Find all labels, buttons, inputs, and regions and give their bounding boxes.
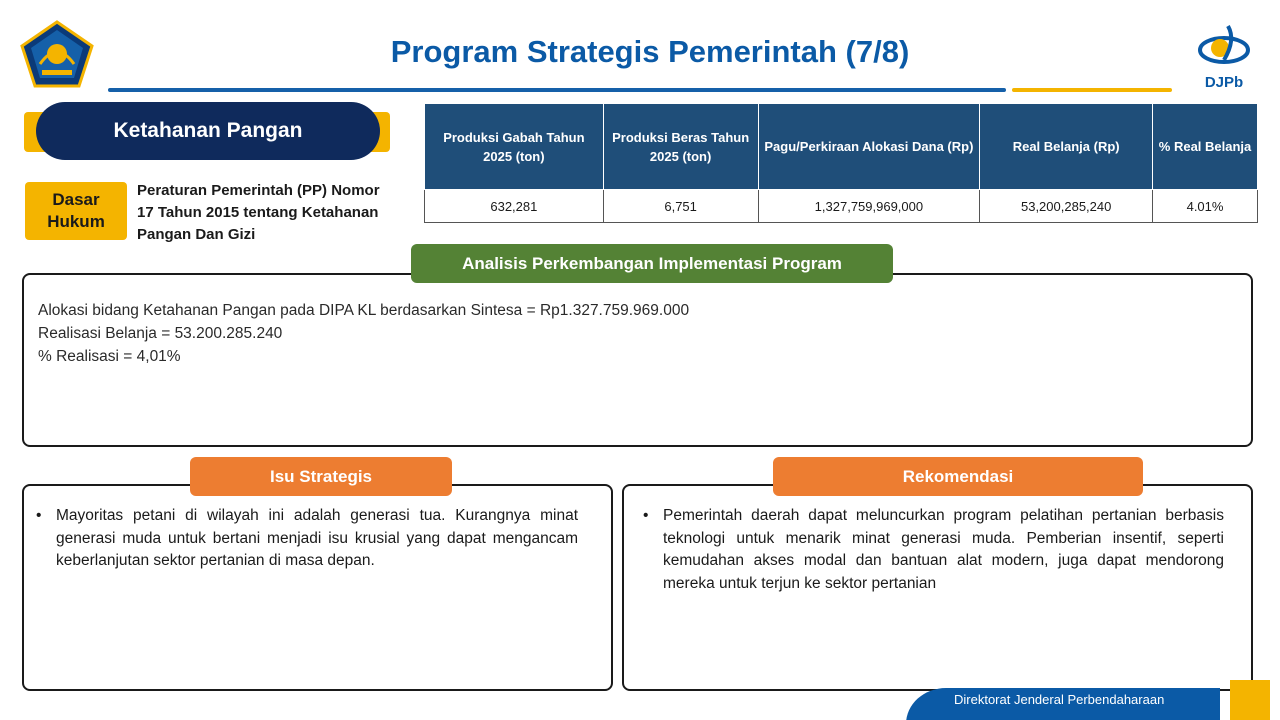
- table-cell: 1,327,759,969,000: [758, 190, 980, 223]
- footer-text: Direktorat Jenderal Perbendaharaan: [954, 692, 1165, 707]
- table-header-cell: Produksi Beras Tahun 2025 (ton): [603, 104, 758, 190]
- table-header-cell: % Real Belanja: [1153, 104, 1258, 190]
- isu-strategis-text: Mayoritas petani di wilayah ini adalah generasi tua. Kurangnya minat generasi muda untuk bertani menjadi isu krusial yang dapat mengancam keberlanjutan sektor pertanian di masa depan.: [56, 507, 578, 569]
- dasar-hukum-label: Dasar Hukum: [47, 190, 105, 231]
- analisis-line: % Realisasi = 4,01%: [38, 348, 181, 365]
- page-title: Program Strategis Pemerintah (7/8): [390, 34, 910, 69]
- bullet-icon: •: [36, 507, 42, 524]
- title-underline-blue: [108, 88, 1006, 92]
- rekomendasi-heading: Rekomendasi: [773, 457, 1143, 496]
- table-cell: 6,751: [603, 190, 758, 223]
- rekomendasi-text: Pemerintah daerah dapat meluncurkan program pelatihan pertanian berbasis teknologi untuk menarik minat generasi muda. Pemberian insentif, seperti kemudahan akses modal dan bantuan alat modern, juga dapat mendorong mereka untuk terjun ke sektor pertanian: [663, 507, 1224, 592]
- table-header-cell: Pagu/Perkiraan Alokasi Dana (Rp): [758, 104, 980, 190]
- table-header-row: [425, 104, 1258, 190]
- program-name: Ketahanan Pangan: [36, 102, 380, 160]
- title-underline-gold: [1012, 88, 1172, 92]
- analisis-heading: Analisis Perkembangan Implementasi Program: [411, 244, 893, 283]
- analisis-line: Realisasi Belanja = 53.200.285.240: [38, 325, 283, 342]
- djpb-brand-text: DJPb: [1204, 74, 1244, 91]
- isu-strategis-item: [36, 505, 578, 573]
- table-cell: 632,281: [425, 190, 604, 223]
- isu-strategis-heading: Isu Strategis: [190, 457, 452, 496]
- analisis-line: Alokasi bidang Ketahanan Pangan pada DIPA KL berdasarkan Sintesa = Rp1.327.759.969.000: [38, 302, 690, 319]
- table-header-cell: Real Belanja (Rp): [980, 104, 1153, 190]
- dasar-hukum-badge: [25, 182, 127, 240]
- footer-accent: [1230, 680, 1270, 720]
- bullet-icon: •: [643, 507, 649, 524]
- rekomendasi-item: [643, 505, 1224, 595]
- table-header-cell: Produksi Gabah Tahun 2025 (ton): [425, 104, 604, 190]
- analisis-content: [38, 299, 1238, 368]
- table-row: [425, 190, 1258, 223]
- table-cell: 53,200,285,240: [980, 190, 1153, 223]
- table-cell: 4.01%: [1153, 190, 1258, 223]
- dasar-hukum-text: Peraturan Pemerintah (PP) Nomor 17 Tahun 2015 tentang Ketahanan Pangan Dan Gizi: [137, 182, 380, 243]
- footer-banner: [906, 688, 1220, 720]
- program-data-table: [424, 103, 1258, 223]
- kemenkeu-logo: [20, 20, 94, 88]
